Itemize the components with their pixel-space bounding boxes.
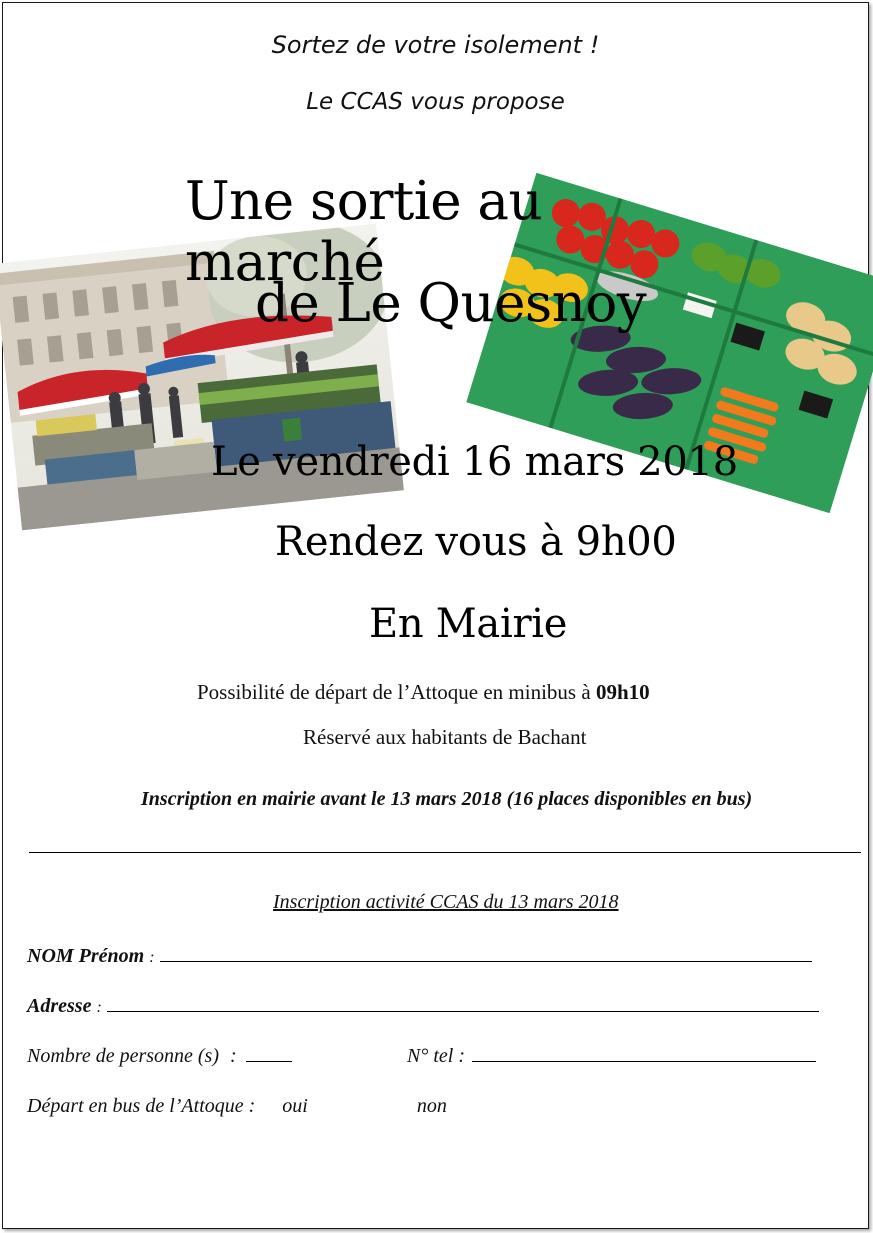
nombre-field[interactable] — [246, 1043, 292, 1062]
nombre-colon: : — [230, 1045, 237, 1067]
nom-row — [27, 943, 847, 968]
separator-line — [29, 852, 861, 853]
nombre-row — [27, 1043, 407, 1068]
event-place: En Mairie — [369, 601, 568, 647]
bus-row — [27, 1095, 827, 1118]
minibus-info — [197, 680, 817, 705]
header-line2: Le CCAS vous propose — [306, 89, 565, 115]
tel-label: N° tel : — [407, 1045, 465, 1067]
header-line1: Sortez de votre isolement ! — [271, 31, 600, 59]
event-meeting: Rendez vous à 9h00 — [275, 519, 677, 565]
tel-field[interactable] — [472, 1043, 816, 1062]
nom-label: NOM Prénom — [27, 945, 145, 967]
adresse-row — [27, 993, 847, 1018]
event-date: Le vendredi 16 mars 2018 — [211, 439, 738, 485]
tel-row — [407, 1043, 837, 1068]
adresse-label: Adresse — [27, 995, 92, 1017]
title-line2: de Le Quesnoy — [255, 273, 647, 334]
title-line1: Une sortie au marché — [185, 171, 543, 293]
nom-colon: : — [149, 949, 155, 966]
nombre-label: Nombre de personne (s) — [27, 1045, 220, 1067]
minibus-time: 09h10 — [595, 680, 650, 704]
bus-option-oui[interactable]: oui — [282, 1095, 308, 1117]
adresse-colon: : — [96, 999, 102, 1016]
inscription-info: Inscription en mairie avant le 13 mars 2018 (16 places disponibles en bus) — [141, 788, 753, 810]
flyer-page — [2, 2, 869, 1229]
bus-label: Départ en bus de l’Attoque : — [27, 1095, 256, 1117]
reserved-info: Réservé aux habitants de Bachant — [303, 725, 587, 749]
bus-option-non[interactable]: non — [416, 1095, 447, 1117]
form-heading: Inscription activité CCAS du 13 mars 2018 — [273, 891, 619, 913]
minibus-text: Possibilité de départ de l’Attoque en minibus à — [197, 680, 591, 704]
adresse-field[interactable] — [107, 993, 819, 1012]
nom-field[interactable] — [160, 943, 812, 962]
